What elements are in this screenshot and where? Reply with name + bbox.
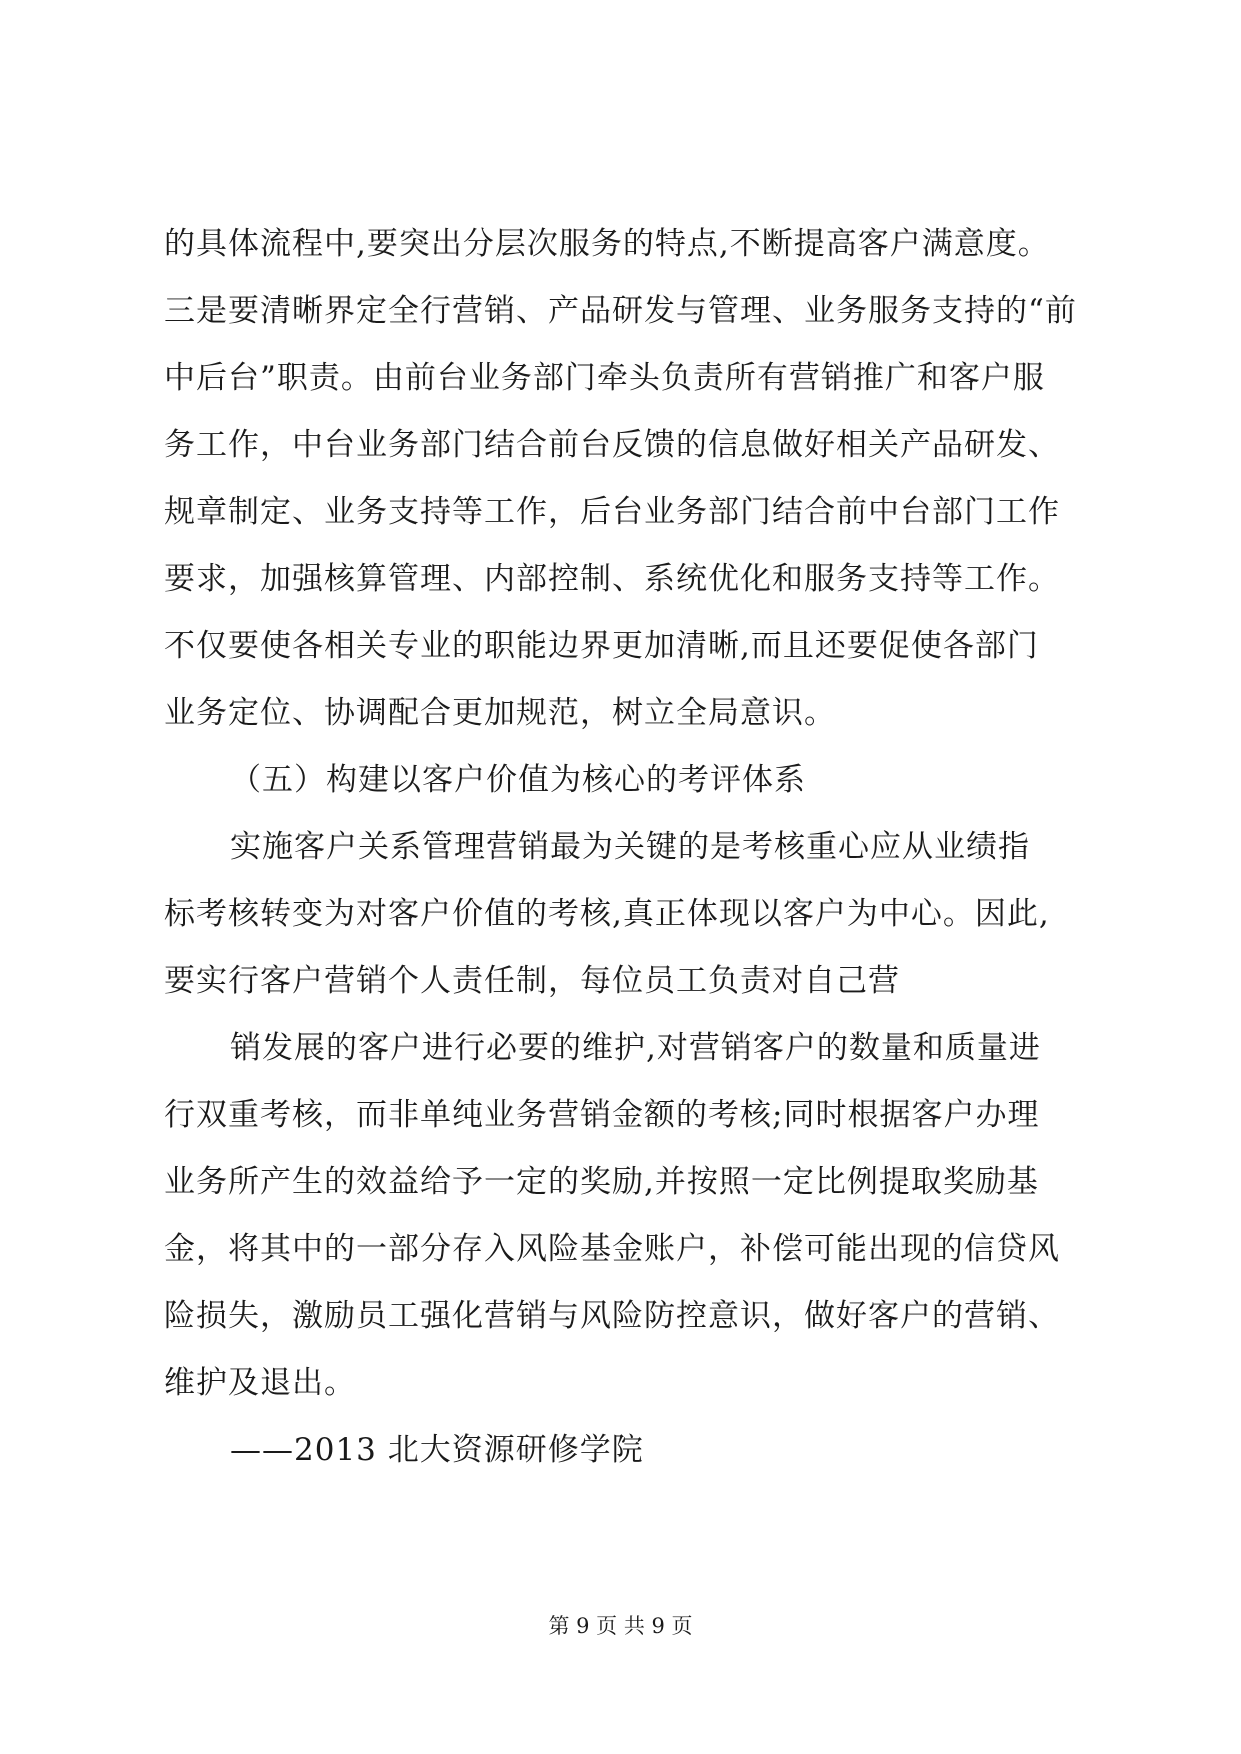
text-line: 不仅要使各相关专业的职能边界更加清晰,而且还要促使各部门 bbox=[164, 628, 1039, 664]
text-line: 务工作，中台业务部门结合前台反馈的信息做好相关产品研发、 bbox=[164, 427, 1060, 463]
attribution: ——2013 北大资源研修学院 bbox=[230, 1432, 644, 1468]
page-number: 第 9 页 共 9 页 bbox=[548, 1614, 693, 1638]
text-line: 标考核转变为对客户价值的考核,真正体现以客户为中心。因此, bbox=[164, 896, 1050, 932]
text-line: 要实行客户营销个人责任制，每位员工负责对自己营 bbox=[164, 963, 900, 999]
text-line: 中后台”职责。由前台业务部门牵头负责所有营销推广和客户服 bbox=[164, 360, 1045, 396]
document-body bbox=[164, 211, 1094, 1484]
text-line: 的具体流程中,要突出分层次服务的特点,不断提高客户满意度。 bbox=[164, 226, 1050, 262]
text-line: 业务定位、协调配合更加规范，树立全局意识。 bbox=[164, 695, 836, 731]
text-line: 金，将其中的一部分存入风险基金账户，补偿可能出现的信贷风 bbox=[164, 1231, 1060, 1267]
text-line: 行双重考核，而非单纯业务营销金额的考核;同时根据客户办理 bbox=[164, 1097, 1040, 1133]
text-line: 业务所产生的效益给予一定的奖励,并按照一定比例提取奖励基 bbox=[164, 1164, 1039, 1200]
text-line: 险损失，激励员工强化营销与风险防控意识，做好客户的营销、 bbox=[164, 1298, 1060, 1334]
text-line: 销发展的客户进行必要的维护,对营销客户的数量和质量进 bbox=[230, 1030, 1041, 1066]
text-line: 三是要清晰界定全行营销、产品研发与管理、业务服务支持的“前 bbox=[164, 293, 1077, 329]
text-line: 维护及退出。 bbox=[164, 1365, 356, 1401]
section-heading: （五）构建以客户价值为核心的考评体系 bbox=[230, 762, 806, 798]
text-line: 实施客户关系管理营销最为关键的是考核重心应从业绩指 bbox=[230, 829, 1030, 865]
text-line: 要求，加强核算管理、内部控制、系统优化和服务支持等工作。 bbox=[164, 561, 1060, 597]
text-line: 规章制定、业务支持等工作，后台业务部门结合前中台部门工作 bbox=[164, 494, 1060, 530]
